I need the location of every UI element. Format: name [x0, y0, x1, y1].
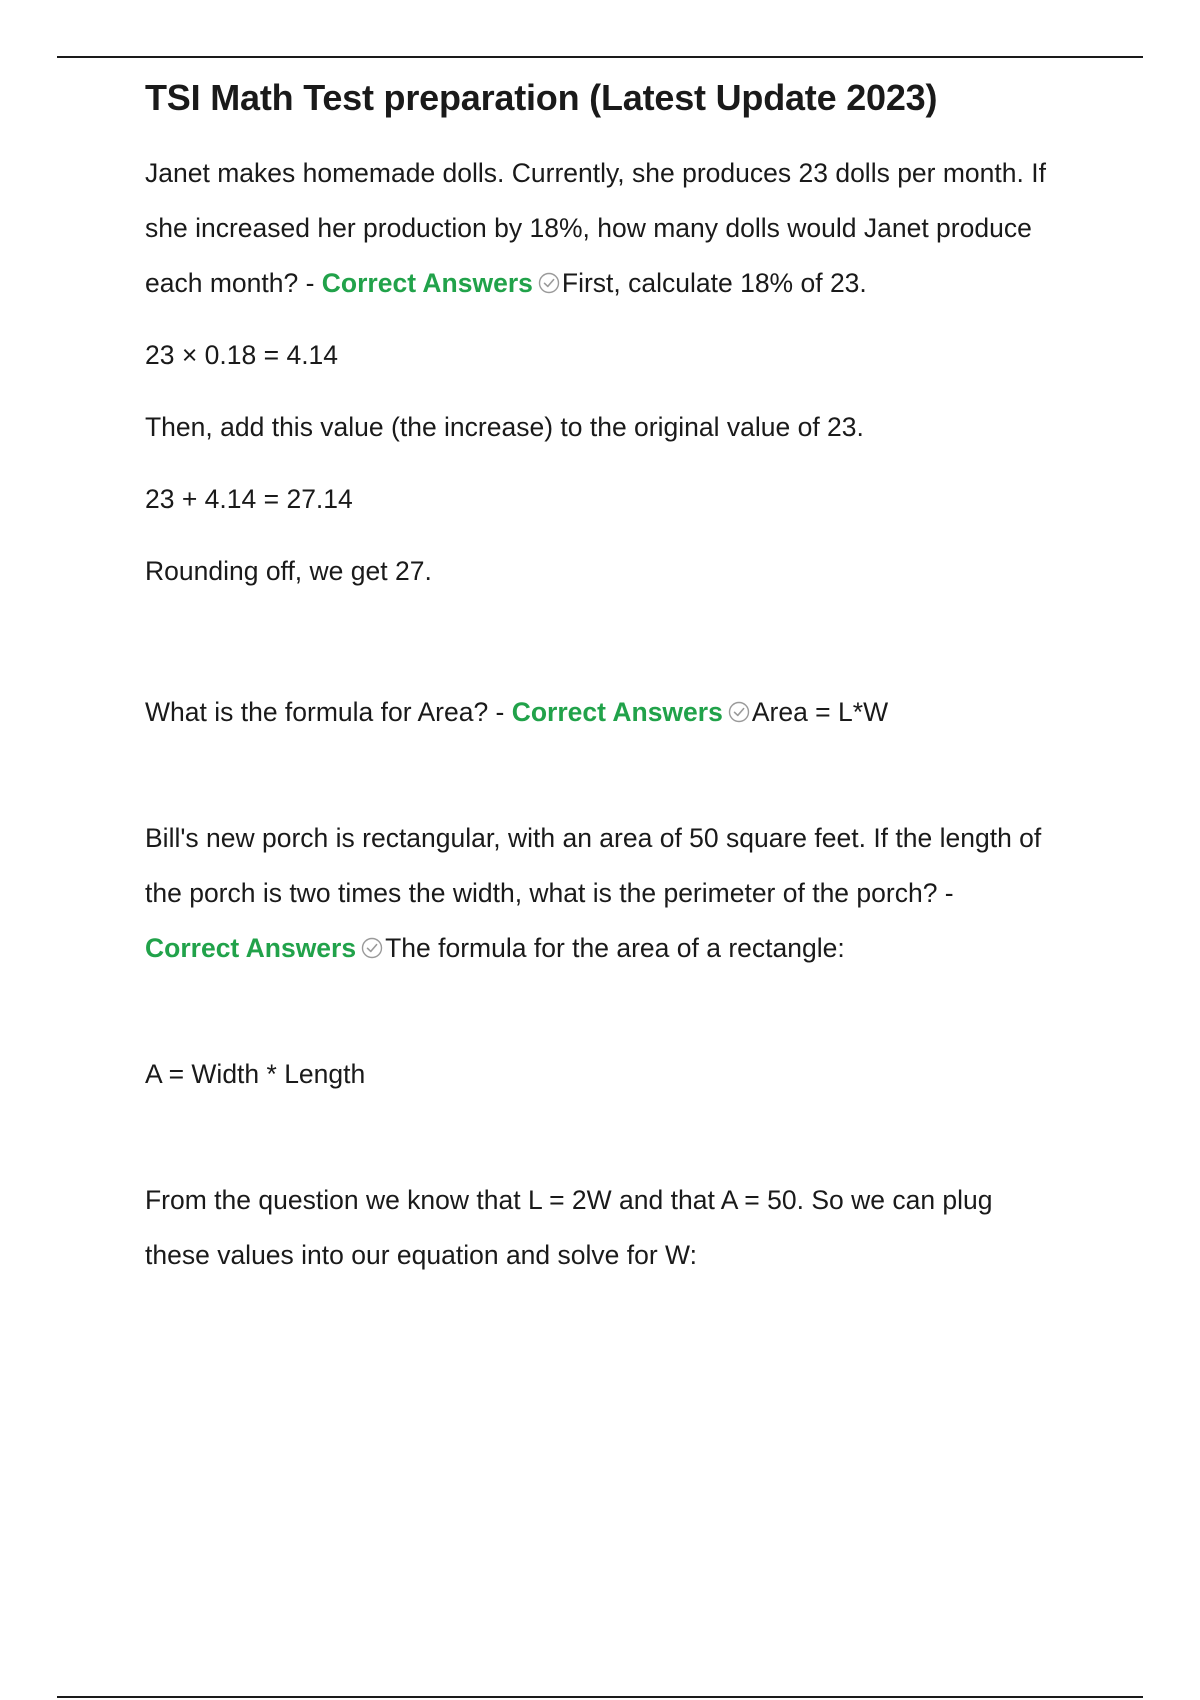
check-badge-icon [727, 700, 751, 724]
answer-2: Area = L*W [751, 697, 889, 727]
bottom-rule [57, 1696, 1143, 1698]
answer-3-formula: A = Width * Length [145, 1059, 366, 1089]
correct-answers-label: Correct Answers [321, 268, 533, 298]
document-body [145, 66, 1105, 1283]
answer-3-start: The formula for the area of a rectangle: [385, 933, 845, 963]
answer-1-step-4: Rounding off, we get 27. [145, 556, 432, 586]
question-3-line-2: the porch is two times the width, what is the perimeter of the porch? - [145, 878, 954, 908]
question-1-line-1: Janet makes homemade dolls. Currently, she produces 23 dolls per month. If [145, 158, 1046, 188]
check-badge-icon [360, 936, 384, 960]
answer-3-explanation-line-1: From the question we know that L = 2W and that A = 50. So we can plug [145, 1185, 993, 1215]
answer-1-start: First, calculate 18% of 23. [561, 268, 867, 298]
answer-1-step-1: 23 × 0.18 = 4.14 [145, 340, 339, 370]
top-rule [57, 56, 1143, 58]
page-title: TSI Math Test preparation (Latest Update 2023) [145, 77, 938, 118]
correct-answers-label: Correct Answers [145, 933, 357, 963]
question-1-line-2: she increased her production by 18%, how many dolls would Janet produce [145, 213, 1032, 243]
answer-3-explanation-line-2: these values into our equation and solve for W: [145, 1240, 697, 1270]
question-3-line-1: Bill's new porch is rectangular, with an area of 50 square feet. If the length of [145, 823, 1042, 853]
question-2 [145, 685, 1105, 740]
question-3-line-3 [145, 921, 1105, 976]
answer-1-step-2: Then, add this value (the increase) to the original value of 23. [145, 412, 864, 442]
question-1-prefix: each month? - [145, 268, 322, 298]
correct-answers-label: Correct Answers [511, 697, 723, 727]
question-2-prefix: What is the formula for Area? - [145, 697, 512, 727]
check-badge-icon [537, 271, 561, 295]
question-1-line-3 [145, 256, 1105, 311]
answer-1-step-3: 23 + 4.14 = 27.14 [145, 484, 353, 514]
